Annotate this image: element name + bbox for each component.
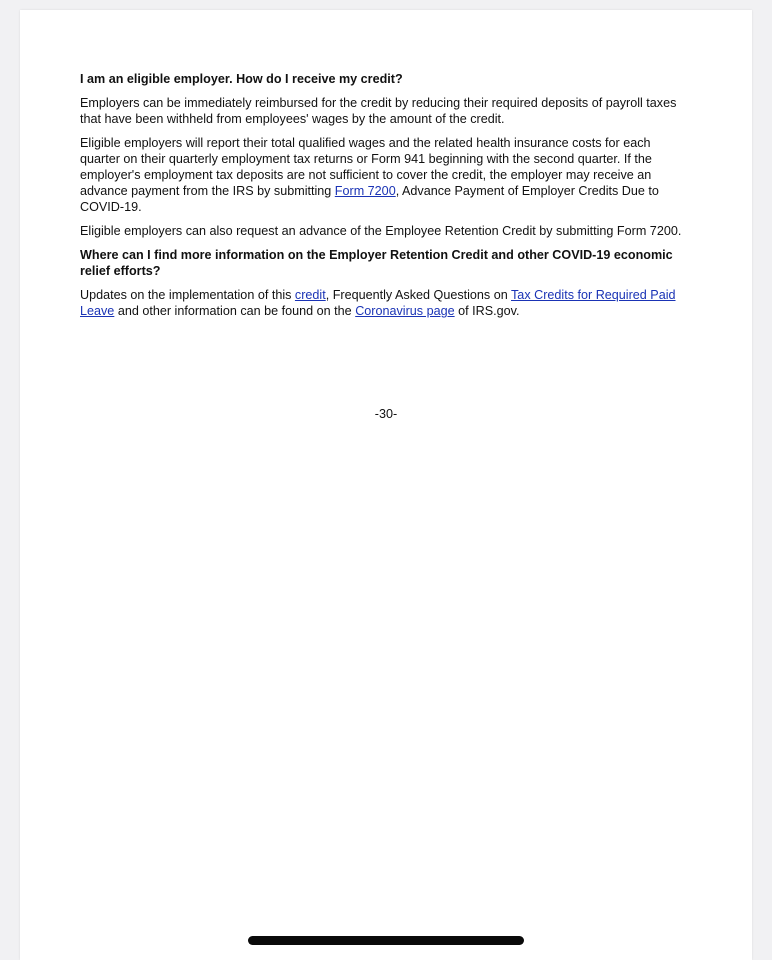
- question-heading-receive-credit: I am an eligible employer. How do I receive my credit?: [80, 72, 403, 86]
- document-page: [20, 10, 752, 960]
- paragraph-updates-text-1: Updates on the implementation of this: [80, 288, 295, 302]
- question-heading-more-information: Where can I find more information on the Employer Retention Credit and other COVID-19 economic relief efforts?: [80, 248, 673, 278]
- tax-credits-paid-leave-link[interactable]: Tax Credits for Required Paid Leave: [80, 288, 676, 318]
- paragraph-reporting-text: Eligible employers will report their total qualified wages and the related health insurance costs for each quarter on their quarterly employment tax returns or Form 941 beginning with the second quarter. If the employer's employment tax deposits are not sufficient to cover the credit, the employer may receive an advance payment from the IRS by submitting: [80, 136, 652, 198]
- paragraph-reporting: [80, 135, 692, 215]
- paragraph-reporting-text-end: , Advance Payment of Employer Credits Due to COVID-19.: [80, 184, 659, 214]
- form-7200-link[interactable]: Form 7200: [334, 184, 396, 198]
- home-indicator-bar[interactable]: [248, 936, 524, 945]
- paragraph-advance-request: Eligible employers can also request an advance of the Employee Retention Credit by submitting Form 7200.: [80, 224, 682, 238]
- page-number: -30-: [374, 407, 398, 421]
- document-content: [80, 71, 692, 319]
- paragraph-updates-text-2: , Frequently Asked Questions on: [325, 288, 512, 302]
- paragraph-updates-text-3: and other information can be found on the: [114, 304, 356, 318]
- paragraph-reimbursement: Employers can be immediately reimbursed for the credit by reducing their required deposits of payroll taxes that have been withheld from employees' wages by the amount of the credit.: [80, 96, 677, 126]
- coronavirus-page-link[interactable]: Coronavirus page: [355, 304, 455, 318]
- paragraph-updates: [80, 287, 692, 319]
- paragraph-updates-text-4: of IRS.gov.: [454, 304, 520, 318]
- credit-link[interactable]: credit: [294, 288, 326, 302]
